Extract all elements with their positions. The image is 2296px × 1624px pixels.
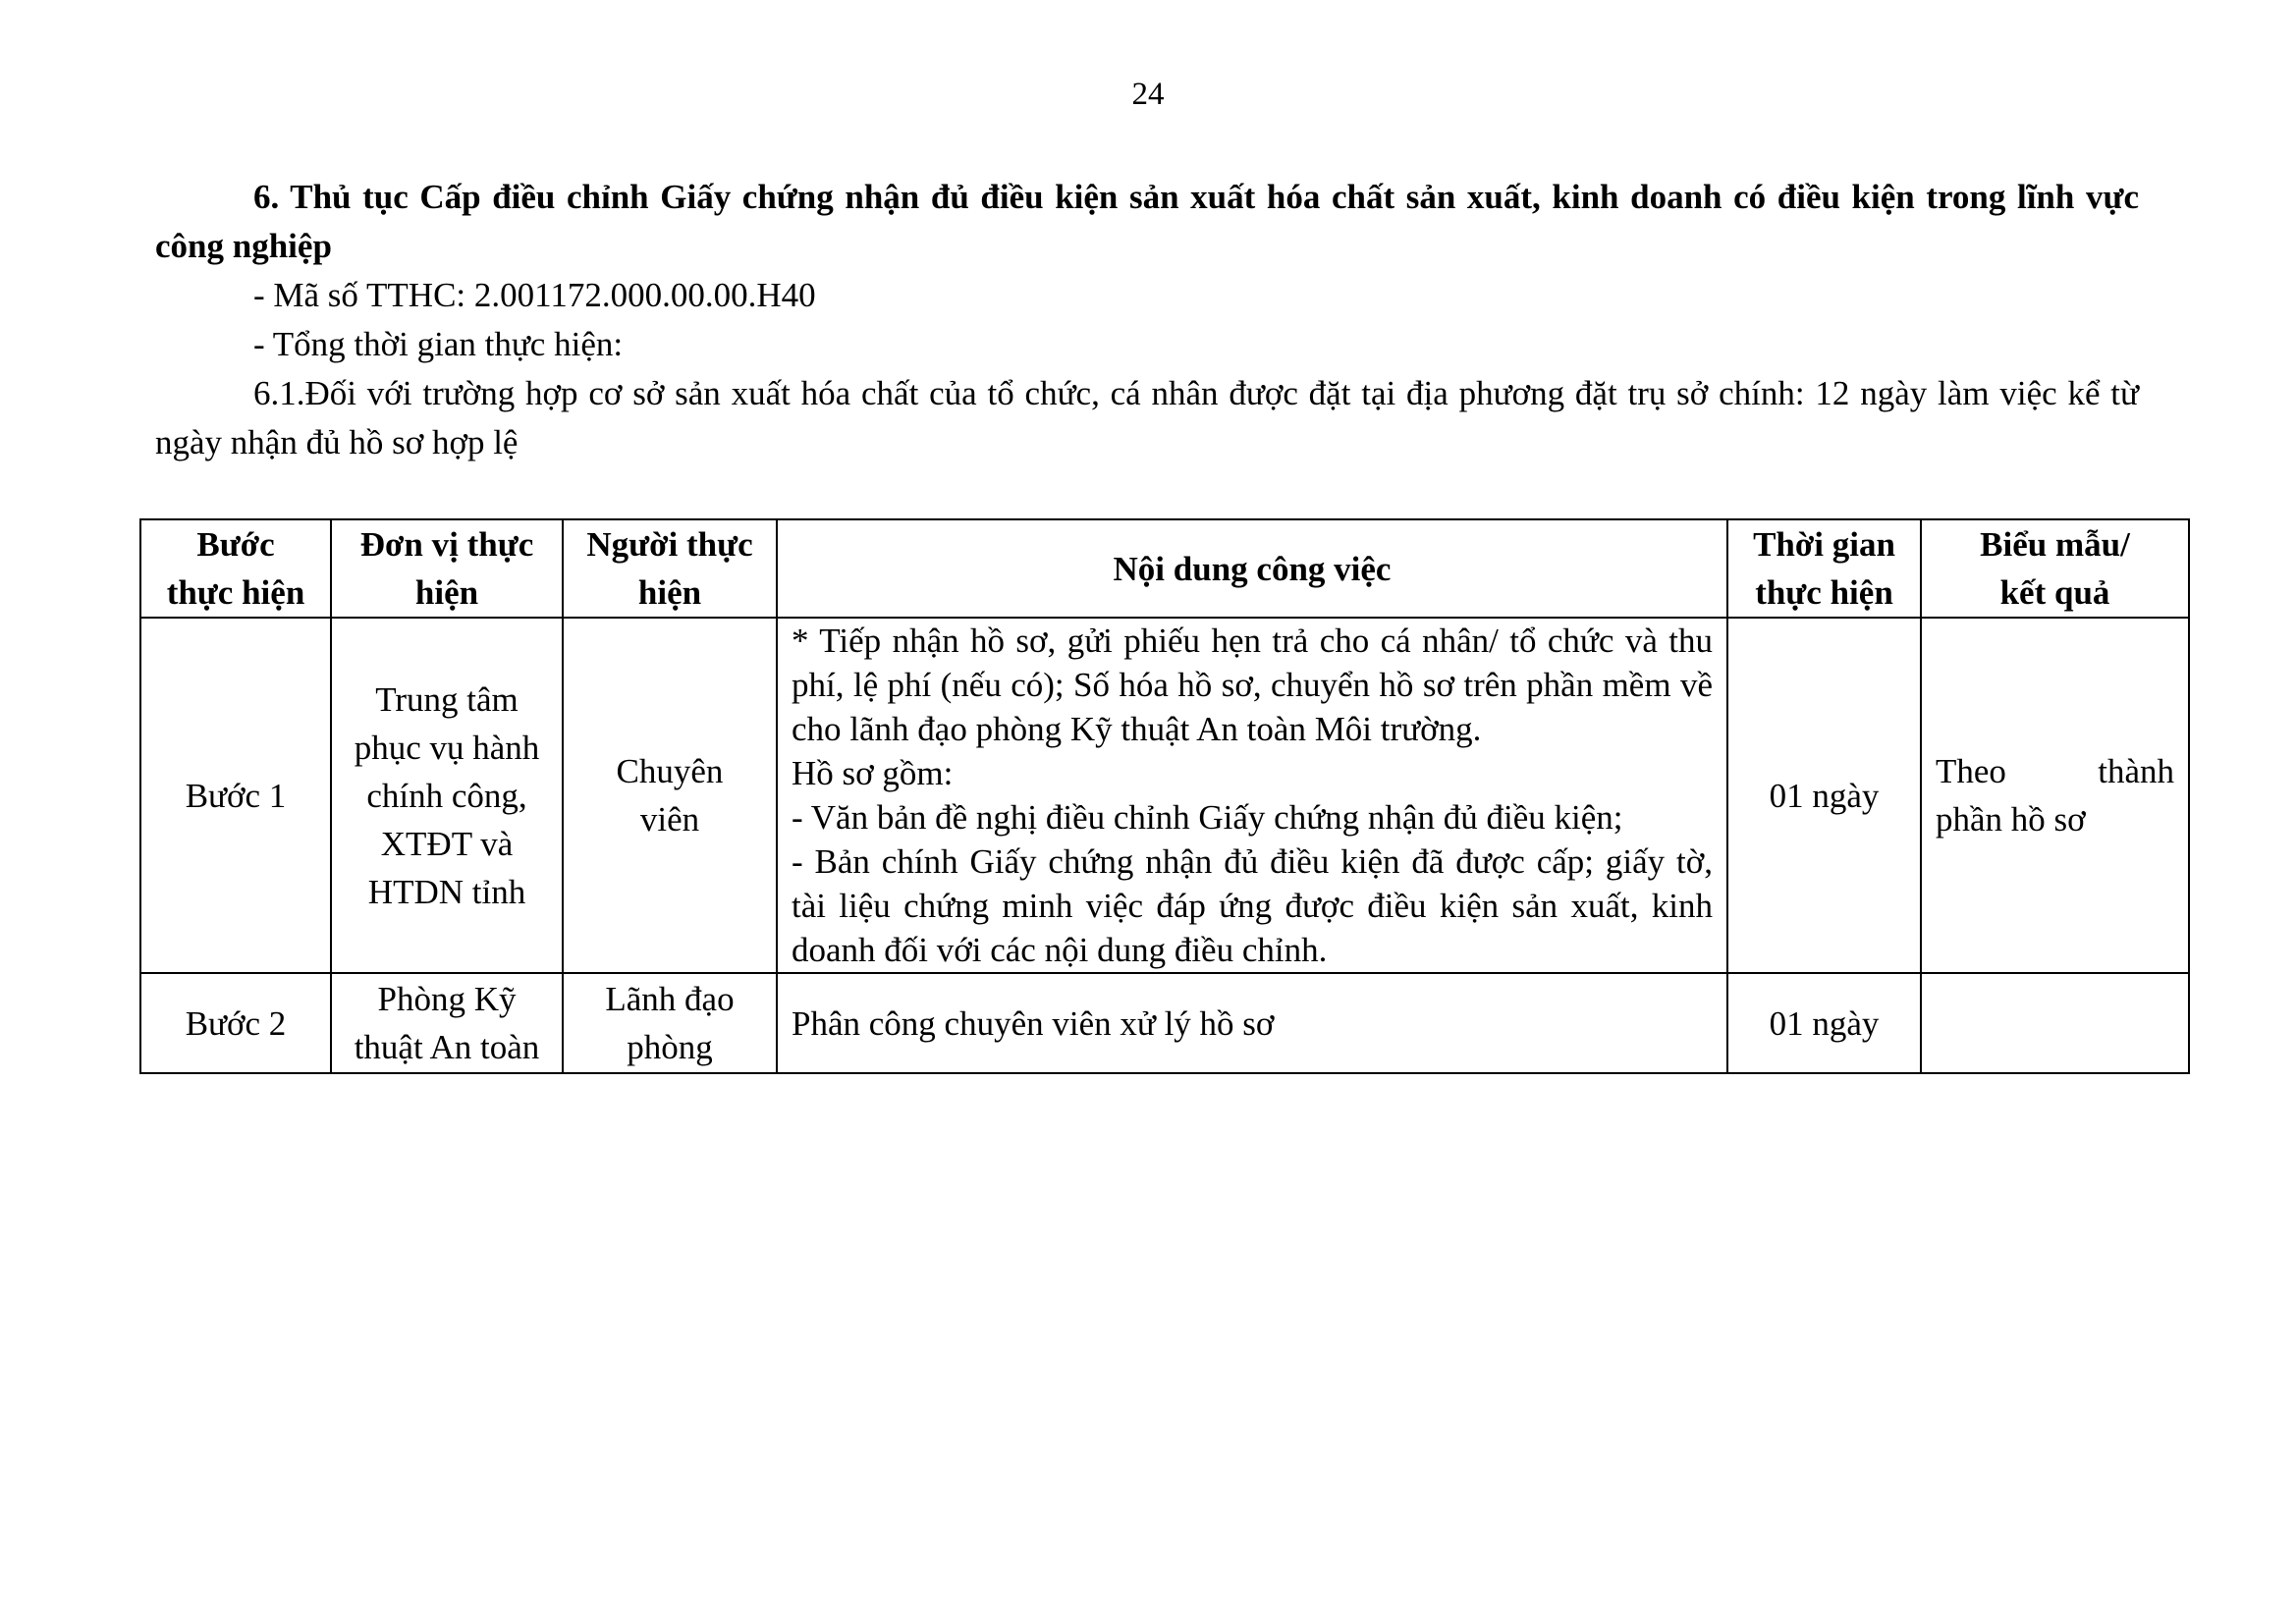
header-unit-line: hiện — [414, 573, 479, 612]
cell-step: Bước 1 — [140, 618, 331, 973]
header-time — [1727, 519, 1921, 618]
cell-unit — [331, 973, 563, 1073]
cell-unit-line: XTĐT và — [380, 824, 514, 863]
cell-unit-line: phục vụ hành — [354, 728, 540, 767]
content-line: - Văn bản đề nghị điều chỉnh Giấy chứng nhận đủ điều kiện; — [792, 798, 1623, 837]
total-time-label: - Tổng thời gian thực hiện: — [253, 325, 624, 363]
header-form-line: Biểu mẫu/ — [1980, 525, 2130, 564]
cell-unit-line: HTDN tỉnh — [367, 872, 526, 911]
table-row — [140, 973, 2189, 1073]
cell-unit-line: chính công, — [366, 776, 527, 815]
header-content-line: Nội dung công việc — [1113, 549, 1392, 588]
header-unit — [331, 519, 563, 618]
form-word: thành — [2098, 752, 2174, 790]
content-line: - Bản chính Giấy chứng nhận đủ điều kiện đã được cấp; giấy tờ, tài liệu chứng minh việc đáp ứng được điều kiện sản xuất, kinh doanh đối với các nội dung điều chỉnh. — [792, 842, 1713, 969]
cell-time: 01 ngày — [1727, 618, 1921, 973]
cell-person-line: phòng — [627, 1028, 713, 1066]
header-time-line: Thời gian — [1753, 525, 1895, 564]
procedure-steps-table — [139, 518, 2190, 1074]
cell-content — [777, 973, 1727, 1073]
header-form-line: kết quả — [1999, 573, 2110, 612]
procedure-heading: 6. Thủ tục Cấp điều chỉnh Giấy chứng nhận đủ điều kiện sản xuất hóa chất sản xuất, kinh doanh có điều kiện trong lĩnh vực công nghiệp — [155, 178, 2139, 265]
content-line: Hồ sơ gồm: — [792, 754, 954, 792]
form-word: Theo — [1936, 752, 2006, 790]
header-person-line: hiện — [637, 573, 702, 612]
cell-unit-line: Phòng Kỹ — [377, 980, 517, 1018]
cell-person-line: Lãnh đạo — [605, 980, 735, 1018]
header-step — [140, 519, 331, 618]
table-header-row — [140, 519, 2189, 618]
header-time-line: thực hiện — [1755, 573, 1893, 612]
cell-person — [563, 618, 777, 973]
cell-person-line: viên — [639, 800, 700, 839]
header-step-line: thực hiện — [166, 573, 305, 612]
header-step-line: Bước — [196, 525, 275, 564]
content-line: Phân công chuyên viên xử lý hồ sơ — [792, 1003, 1275, 1043]
cell-form — [1921, 618, 2189, 973]
cell-person — [563, 973, 777, 1073]
cell-person-line: Chuyên — [616, 752, 724, 790]
cell-time: 01 ngày — [1727, 973, 1921, 1073]
procedure-code: - Mã số TTHC: 2.001172.000.00.00.H40 — [253, 276, 816, 314]
header-person — [563, 519, 777, 618]
header-form — [1921, 519, 2189, 618]
header-unit-line: Đơn vị thực — [359, 525, 534, 564]
form-line — [1936, 747, 2174, 795]
header-content — [777, 519, 1727, 618]
cell-content — [777, 618, 1727, 973]
page-number: 24 — [1131, 77, 1165, 112]
form-line: phần hồ sơ — [1936, 800, 2086, 839]
cell-step: Bước 2 — [140, 973, 331, 1073]
table-row — [140, 618, 2189, 973]
cell-form — [1921, 973, 2189, 1073]
document-body — [155, 173, 2139, 467]
cell-unit-line: thuật An toàn — [354, 1028, 540, 1066]
content-line: * Tiếp nhận hồ sơ, gửi phiếu hẹn trả cho cá nhân/ tổ chức và thu phí, lệ phí (nếu có); Số hóa hồ sơ, chuyển hồ sơ trên phần mềm về cho lãnh đạo phòng Kỹ thuật An toàn Môi trường. — [792, 622, 1713, 748]
cell-unit — [331, 618, 563, 973]
header-person-line: Người thực — [586, 525, 753, 564]
section-6-1: 6.1.Đối với trường hợp cơ sở sản xuất hóa chất của tổ chức, cá nhân được đặt tại địa phương đặt trụ sở chính: 12 ngày làm việc kể từ ngày nhận đủ hồ sơ hợp lệ — [155, 374, 2139, 461]
cell-unit-line: Trung tâm — [375, 679, 519, 719]
